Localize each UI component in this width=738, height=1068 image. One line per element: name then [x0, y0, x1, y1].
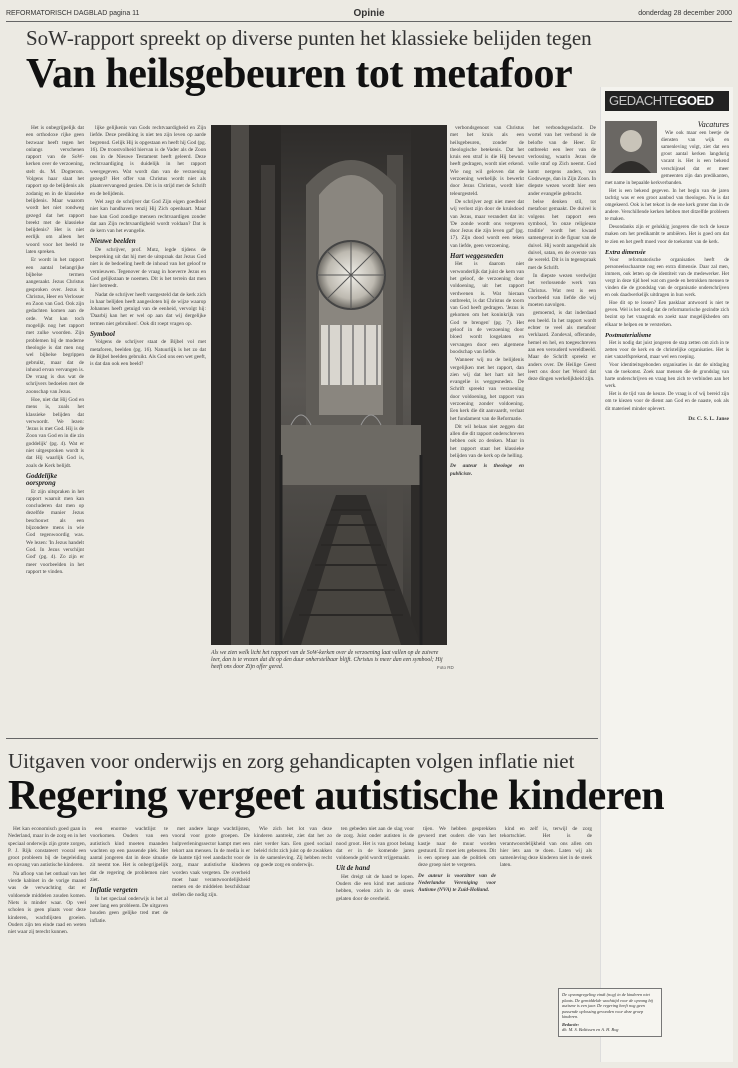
article1-paragraph: gemoemd, is dat inderdaad een beeld. In het rapport wordt echter te veel als metafoor verklaard. Zondeval, offerande, hemel en hel, en toegeschreven aan een verouderd wereldbeeld. Maar de Schrift spreekt er anders over. De Heilige Geest leert ons door het Woord dat deze dingen werkelijkheid zijn. — [528, 310, 596, 383]
article1-paragraph: Het is daarom niet verwonderlijk dat juist de kern van het geloof, de verzoening door voldoening, uit het rapport verdwenen is. Wat hieraan ontbreekt, is dat Christus de toorn van God heeft gedragen. 'Jezus is gekomen om het koninkrijk van God te brengen' (pg. 7). Het geloof in de verzoening door bloed wordt losgelaten en vervangen door een algemene boodschap van liefde. — [450, 261, 524, 355]
newspaper-page-label: REFORMATORISCH DAGBLAD pagina 11 — [6, 10, 140, 17]
header-rule — [6, 21, 732, 22]
article1-paragraph: In diepste wezen verdwijnt het verlossende werk van Christus. Wat rest is een voorbeeld van liefde die wij moeten navolgen. — [528, 272, 596, 309]
photo-caption: Als we zien welk licht het rapport van de SoW-kerken over de verzoening laat vallen op de zuivere leer, dan is te vrezen dat dit op den duur onherstelbaar blijft. Christus is meer dan een symbool; Hij heeft ons door Zijn offer gered. — [211, 650, 443, 670]
article2-column-6 — [418, 826, 496, 1062]
article1-paragraph: lijke gelijkenis van Gods rechtvaardigheid en Zijn liefde. Deze prediking is niet ten zijn leven op aarde begrensd. Gelijk Hij is opgestaan en heeft hij God (pg. 16). De troostvolheid hiervan is de Vader als de Zoon ons in de Nieuwe Testament heeft geleerd. Deze rechtvaardiging is duidelijk in het rapport weergegeven. Wat wordt dan van de verzoening gezegd? Het offer van Christus wordt niet als plaatsvervangend gezien. Dit is in strijd met de Schrift en de belijdenis. — [90, 125, 206, 197]
article2-column-2 — [90, 826, 168, 1062]
article2-author-note: De auteur is voorzitter van de Nederlandse Vereniging voor Autisme (NVA) te Zuid-Holland. — [418, 872, 496, 894]
sidebar-paragraph: Hoe dit op te lossen? Een pasklaar antwoord is niet te geven. Wel is het nodig dat de reformatorische gezindte zich bezint op het vraagstuk en zoekt naar mogelijkheden om elkaar te helpen en te versterken. — [605, 300, 729, 328]
subheading-uit-de-hand: Uit de hand — [336, 864, 370, 873]
article2-lead: Het kan economisch goed gaan in Nederland, maar in de zorg en in het speciaal onderwijs zijn grote zorgen, P. J. Rijk constateert vooral een groot probleem bij de begeleiding en opvang van autistische kinderen. — [8, 826, 86, 869]
article2-info-box — [558, 988, 662, 1037]
article2-paragraph: kind en zelf is, terwijl de zorg tekortschiet. Het is de verantwoordelijkheid van ons allen om hier iets aan te doen. Laten wij als samenleving deze kinderen niet in de steek laten. — [500, 826, 592, 869]
cathedral-interior-photo — [211, 125, 447, 645]
section-title: Opinie — [353, 8, 385, 19]
sidebar-author: Dr. C. S. L. Janse — [688, 415, 729, 422]
article2-column-5 — [336, 826, 414, 1062]
article1-paragraph: Er wordt in het rapport een aantal belangrijke bijbelse termen aangeraakt. Jezus Christus gesproken over. Jezus is Christus, Heer en Verlosser en Zoon van God. Ook zijn gedachten komen aan de orde. Wat kan toch mogelijk nog het rapport met zulke woorden. Zijn problemen bij de moderne theologie is dat men nog wel bijbelse begrippen gebruikt, maar dat de inhoud ervan vervangen is. De vraag is dus wat de schrijvers bedoelen met de zoonschap van Jezus. — [26, 257, 84, 395]
subheading-inflatie-vergeten: Inflatie vergeten — [90, 886, 138, 895]
subheading-hart-weggesneden: Hart weggesneden — [450, 252, 504, 261]
portrait-icon — [605, 121, 657, 173]
article1-paragraph: Volgens de schrijver staat de Bijbel vol met metaforen, beelden (pg. 16). Natuurlijk is het zo dat de Bijbel beelden gebruikt. Als God ons een wet geeft, is dat dan ook een beeld? — [90, 339, 206, 368]
sidebar-paragraph: Desondanks zijn er gelukkig jongeren die toch de keuze maken om het predikambt te ambiëren. Het is goed om dat te zien en het geeft moed voor de toekomst van de kerk. — [605, 224, 729, 245]
article1-paragraph: Nadat de schrijver heeft vastgesteld dat de kerk zich in haar belijden heeft aangesloten bij de wijze waarop Johannes heeft getuigd van de eenheid, vervolgt hij: 'Daarbij kan het er wel op aan dat wij dergelijke termen niet gebruiken'. Ook dit roept vragen op. — [90, 291, 206, 327]
subheading-symbool: Symbool — [90, 330, 115, 339]
sidebar-paragraph: Het is een bekend gegeven. In het begin van de jaren tachtig was er een groot aanbod van theologen. Nu is dat omgekeerd. Ook is het tekort in de ene kerk groter dan in de andere. Verschillende kerken hebben met ditzelfde probleem te maken. — [605, 187, 729, 223]
article1-paragraph: Wanneer wij nu de belijdenis vergelijken met het rapport, dan zien wij dat het hart uit het evangelie is weggesneden. De Schrift spreekt van verzoening door voldoening, het rapport van verzoening zonder voldoening. Een kerk die dit aanvaardt, verlaat het fundament van de Reformatie. — [450, 357, 524, 422]
info-box-credit-name: dh. M. S. Baltissen en A. H. Bog — [562, 1027, 619, 1032]
article1-paragraph: verbondsgenoot van Christus met het kruis als een heilsgebeuren, zonder de theologische betekenis. Dat het kruis een straf is die Hij bewust heeft gedragen, wordt niet erkend. Wie nog wil geloven dat de verzoening werkelijk is bewerkt door Jezus Christus, wordt hier teleurgesteld. — [450, 125, 524, 197]
article1-paragraph: De schrijver zegt niet meer dat wij verlost zijn door de kruisdood van Jezus, maar verandert dat in: 'De zonde wordt ons vergeven door Jezus die zijn leven gaf' (pg. 17). Zijn dood wordt een teken van liefde, geen verzoening. — [450, 198, 524, 249]
article2-column-4 — [254, 826, 332, 1062]
sidebar-paragraph: Voor reformatorische organisaties heeft de personeelsschaarste nog een extra dimensie. Daar zal men, immers, ook letten op de identiteit van de medewerker. Het vergt in deze tijd heel wat om goede en betrokken mensen te vinden die de grondslag van de organisatie onderschrijven en ook daadwerkelijk uitdragen in hun werk. — [605, 256, 729, 299]
article1-kicker: SoW-rapport spreekt op diverse punten het klassieke belijden tegen — [26, 26, 592, 50]
article1-paragraph: Wel zegt de schrijver dat God Zijn eigen goedheid niet kan handhaven tenzij Hij Zich openbaart. Maar hoe kan God zondige mensen rechtvaardigen zonder dat aan Zijn rechtvaardigheid wordt voldaan? Dat is de kern van het evangelie. — [90, 198, 206, 235]
article2-paragraph: een enorme wachtlijst te voorkomen. Ouders van een autistisch kind moeten maanden wachten op een passende plek. Het aantal jongeren dat in deze situatie zit neemt toe. Het is onbegrijpelijk dat de regering de problemen niet ziet. — [90, 826, 168, 884]
article1-paragraph: belse denken stil, tot metafoor gemaakt. De duivel is volgens het rapport een symbool, 'in onze religieuze traditie' wordt het kwaad samengevat in de figuur van de duivel. Hij wordt aangeduid als duivel, satan, en de overste van de wereld. Dit is in tegenspraak met de Schrift. — [528, 198, 596, 271]
info-box-credit-label: Redactie: — [562, 1021, 580, 1027]
photo-credit: Foto RD — [437, 665, 454, 670]
sidebar-title-accent: GOED — [677, 93, 714, 108]
article1-paragraph: Er zijn uitspraken in het rapport waaruit men kan concluderen dat men op dezelfde manier Jezus beschouwt als een bijzondere mens in wie God tegenwoordig was. We lezen: 'In Jezus handelt God. In Jezus verschijnt God' (pg. 4). Zo zijn er meer voorbeelden in het rapport te vinden. — [26, 488, 84, 575]
article1-headline: Van heilsgebeuren tot metafoor — [26, 51, 573, 97]
subheading-goddelijke-oorsprong: Goddelijke oorsprong — [26, 471, 58, 488]
article2-paragraph: met andere lange wachtlijsten, vooral voor grote groepen. De hulpverleningssector kampt met een tekort aan mensen. In de media is er de laatste tijd veel aandacht voor de zorg, maar autistische kinderen worden vaak vergeten. De overheid moet haar verantwoordelijkheid nemen en de middelen beschikbaar stellen die nodig zijn. — [172, 826, 250, 898]
sidebar-subheading: Postmaterialisme — [605, 331, 652, 339]
section-divider — [6, 738, 598, 739]
article1-paragraph: De schrijver, prof. Mutz, legde tijdens de bespreking uit dat hij met de uitspraak dat Jezus God niet is de bedoeling heeft de inhoud van het geloof te vernieuwen. Tegenover de vraag in hoeverre Jezus en God gelijkstaan te noemen. Dit is het terrein dat men hier betreedt. — [90, 246, 206, 290]
article2-paragraph: Het dreigt uit de hand te lopen. Ouders die een kind met autisme hebben, voelen zich in de steek gelaten door de overheid. — [336, 873, 414, 902]
sidebar-title-main: GEDACHTE — [609, 93, 678, 108]
sidebar-paragraph: Voor identiteitsgebonden organisaties is dat de uitdaging van de toekomst. Zoek naar mensen die de grondslag van harte onderschrijven en vraag hen zich te verbinden aan het werk. — [605, 362, 729, 390]
cathedral-illustration — [211, 125, 447, 645]
sidebar-body — [605, 121, 729, 423]
author-portrait — [605, 121, 657, 173]
article2-column-7 — [500, 826, 592, 986]
article2-column-1 — [8, 826, 86, 1062]
article2-paragraph: ten gebeden niet aan de slag voor de zorg. Juist onder autisten is de nood groot. Het is van groot belang dat er in de komende jaren voldoende geld wordt vrijgemaakt. — [336, 826, 414, 862]
article1-column-1 — [26, 125, 84, 735]
sidebar-title-banner — [605, 91, 729, 111]
article2-headline: Regering vergeet autistische kinderen — [8, 773, 665, 819]
sidebar-paragraph: Het is nodig dat juist jongeren de stap zetten om zich in te zetten voor de kerk en de christelijke organisaties. Het is niet vanzelfsprekend, maar wel een roeping. — [605, 339, 729, 360]
issue-date: donderdag 28 december 2000 — [638, 10, 732, 17]
article2-paragraph: Wie zich het lot van deze kinderen aantrekt, ziet dat het zo niet verder kan. Een goed sociaal beleid richt zich juist op de zwakken in de samenleving. Zij hebben recht op goede zorg en onderwijs. — [254, 826, 332, 869]
sidebar-subheading: Extra dimensie — [605, 248, 646, 256]
article2-paragraph: Na afloop van het onthaal van het vierde kabinet in de vorige maand was de verwachting dat er voldoende middelen zouden komen. Niets is minder waar. Op veel scholen is geen plaats voor deze kinderen, wachtlijsten groeien. Ouders zijn ten einde raad en weten niet waar zij terecht kunnen. — [8, 870, 86, 936]
article1-paragraph: het verbondsgeslacht. De wortel van het verbond is de belofte van de Heer. Er ontbreekt een leer van de verlossing, waarin Jezus de volle straf op Zich neemt. God komt nergens anders, van Godswege, dan in Zijn Zoon. In diepste wezen wordt hier een ander evangelie gebracht. — [528, 125, 596, 197]
article2-kicker: Uitgaven voor onderwijs en zorg gehandicapten volgen inflatie niet — [8, 749, 575, 773]
article2-column-3 — [172, 826, 250, 1062]
article1-author-note: De auteur is theologe en publiciste. — [450, 463, 524, 477]
article1-paragraph: Dit wil helaas niet zeggen dat allen die dit rapport onderschreven hebben ook zo denken. Maar in het rapport staat het klassieke belijden van de kerk op de helling. — [450, 423, 524, 460]
sidebar-paragraph: Het is de tijd van de keuze. De vraag is of wij bereid zijn om te kiezen voor de dienst aan God en de naaste, ook als dit materieel minder oplevert. — [605, 391, 729, 412]
subheading-nieuwe-beelden: Nieuwe beelden — [90, 237, 136, 246]
article1-column-2 — [90, 125, 206, 735]
article1-lead: Het is onbegrijpelijk dat een orthodoxe rijke geen bezwaar heeft tegen het onlangs verschenen rapport van de SoW-kerken over de verzoening, stelt ds. M. Dogterom. Volgens haar slaat het rapport op de belijdenis als zodanig en in de klassieke belijdenis. Maar waarom wordt het niet rondweg gezegd dat het rapport breekt met de klassieke belijdenis? Het is niet eerlijk om alleen het woord voor het beeld te laten spreken. — [26, 125, 84, 256]
info-box-text: De opvangregeling vindt (nog) in de kinderen niet plaats. De gemiddelde wachttijd voor de opvang bij autisme is een jaar. De regering heeft nog geen passende oplossing gevonden voor deze groep kinderen. — [562, 992, 653, 1019]
article1-paragraph: Hoe, niet dat Hij God en mens is, zoals het klassieke belijden dat verwoordt. We lezen: 'Jezus is met God. Hij is de Zoon van God en in die zin goddelijk' (pg. 4). Wat er niet uitgesproken wordt is dat Hij waarlijk God is, zoals de Kerk belijdt. — [26, 396, 84, 469]
sidebar-heading: Vacatures — [697, 120, 729, 129]
article1-column-7 — [528, 125, 596, 735]
article2-paragraph: In het speciaal onderwijs is het al zeer lang een probleem. De uitgaven houden geen gelijke tred met de inflatie. — [90, 895, 168, 924]
article1-column-6 — [450, 125, 524, 735]
sidebar-gedachtegoed — [600, 87, 733, 1062]
article2-paragraph: tijen. We hebben gesprekken gevoerd met ouders die van het kastje naar de muur worden gestuurd. Er moet iets gebeuren. Dit is een oproep aan de politiek om deze groep niet te vergeten. — [418, 826, 496, 869]
sidebar-paragraph: Wie ook maar een beetje de diensten van wijk en samenleving volgt, ziet dat een groot aantal kerken langdurig vacant is. Het is een bekend verschijnsel dat er meer gemeenten zijn dan predikanten, met name in bepaalde kerkverbanden. — [605, 130, 729, 186]
page-header — [6, 8, 732, 20]
